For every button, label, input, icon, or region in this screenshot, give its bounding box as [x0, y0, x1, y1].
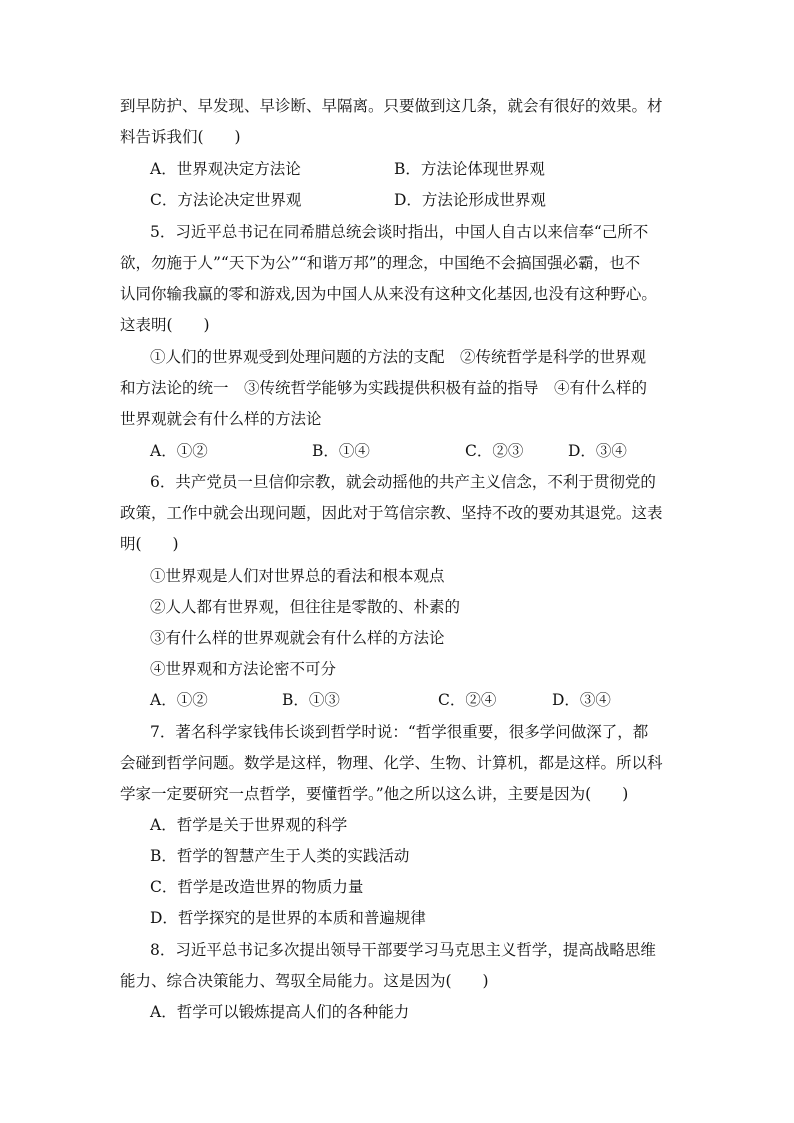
q4-option-a[interactable]: A．世界观决定方法论	[150, 160, 301, 178]
q6-option-d[interactable]: D．③④	[552, 691, 611, 709]
q5-option-b[interactable]: B．①④	[312, 442, 370, 460]
q7-stem-line-2: 会碰到哲学问题。数学是这样，物理、化学、生物、计算机，都是这样。所以科	[120, 754, 663, 772]
q5-option-d[interactable]: D．③④	[568, 442, 627, 460]
q6-stem-line-2: 政策，工作中就会出现问题，因此对于笃信宗教、坚持不改的要劝其退党。这表	[120, 504, 663, 522]
q5-stem-line-2: 欲，勿施于人”“天下为公”“和谐万邦”的理念，中国绝不会搞国强必霸，也不	[120, 254, 641, 272]
q5-stem-line-3: 认同你输我赢的零和游戏,因为中国人从来没有这种文化基因,也没有这种野心。	[120, 285, 657, 303]
q5-option-a[interactable]: A．①②	[150, 442, 208, 460]
q6-option-a[interactable]: A．①②	[150, 691, 208, 709]
q7-option-a[interactable]: A．哲学是关于世界观的科学	[150, 816, 348, 834]
q6-stem-line-1: 6．共产党员一旦信仰宗教，就会动摇他的共产主义信念，不利于贯彻党的	[150, 473, 656, 491]
q4-stem-line-1: 到早防护、早发现、早诊断、早隔离。只要做到这几条，就会有很好的效果。材	[120, 97, 663, 115]
q5-stem-line-1: 5．习近平总书记在同希腊总统会谈时指出，中国人自古以来信奉“己所不	[150, 223, 649, 241]
q8-option-a[interactable]: A．哲学可以锻炼提高人们的各种能力	[150, 1003, 410, 1021]
q8-stem-line-1: 8．习近平总书记多次提出领导干部要学习马克思主义哲学，提高战略思维	[150, 941, 656, 959]
q4-stem-line-2: 料告诉我们( )	[120, 128, 241, 146]
q4-option-c[interactable]: C．方法论决定世界观	[150, 191, 302, 209]
q6-statement-4: ④世界观和方法论密不可分	[150, 660, 337, 678]
q7-stem-line-1: 7．著名科学家钱伟长谈到哲学时说：“哲学很重要，很多学问做深了，都	[150, 723, 649, 741]
q5-stem-line-4: 这表明( )	[120, 316, 210, 334]
q5-statement-line-3: 世界观就会有什么样的方法论	[120, 410, 322, 428]
q7-stem-line-3: 学家一定要研究一点哲学，要懂哲学。”他之所以这么讲，主要是因为( )	[120, 785, 629, 803]
q5-statement-line-2: 和方法论的统一 ③传统哲学能够为实践提供积极有益的指导 ④有什么样的	[120, 379, 648, 397]
q7-option-d[interactable]: D．哲学探究的是世界的本质和普遍规律	[150, 909, 426, 927]
q6-stem-line-3: 明( )	[120, 535, 179, 553]
q7-option-c[interactable]: C．哲学是改造世界的物质力量	[150, 878, 364, 896]
q6-statement-3: ③有什么样的世界观就会有什么样的方法论	[150, 629, 445, 647]
q6-statement-2: ②人人都有世界观，但往往是零散的、朴素的	[150, 598, 461, 616]
q5-statement-line-1: ①人们的世界观受到处理问题的方法的支配 ②传统哲学是科学的世界观	[150, 348, 647, 366]
q5-option-c[interactable]: C．②③	[465, 442, 524, 460]
q4-option-d[interactable]: D．方法论形成世界观	[394, 191, 546, 209]
q6-option-b[interactable]: B．①③	[282, 691, 340, 709]
q7-option-b[interactable]: B．哲学的智慧产生于人类的实践活动	[150, 847, 410, 865]
q6-statement-1: ①世界观是人们对世界总的看法和根本观点	[150, 567, 445, 585]
q8-stem-line-2: 能力、综合决策能力、驾驭全局能力。这是因为( )	[120, 972, 489, 990]
q6-option-c[interactable]: C．②④	[438, 691, 497, 709]
q4-option-b[interactable]: B．方法论体现世界观	[394, 160, 545, 178]
